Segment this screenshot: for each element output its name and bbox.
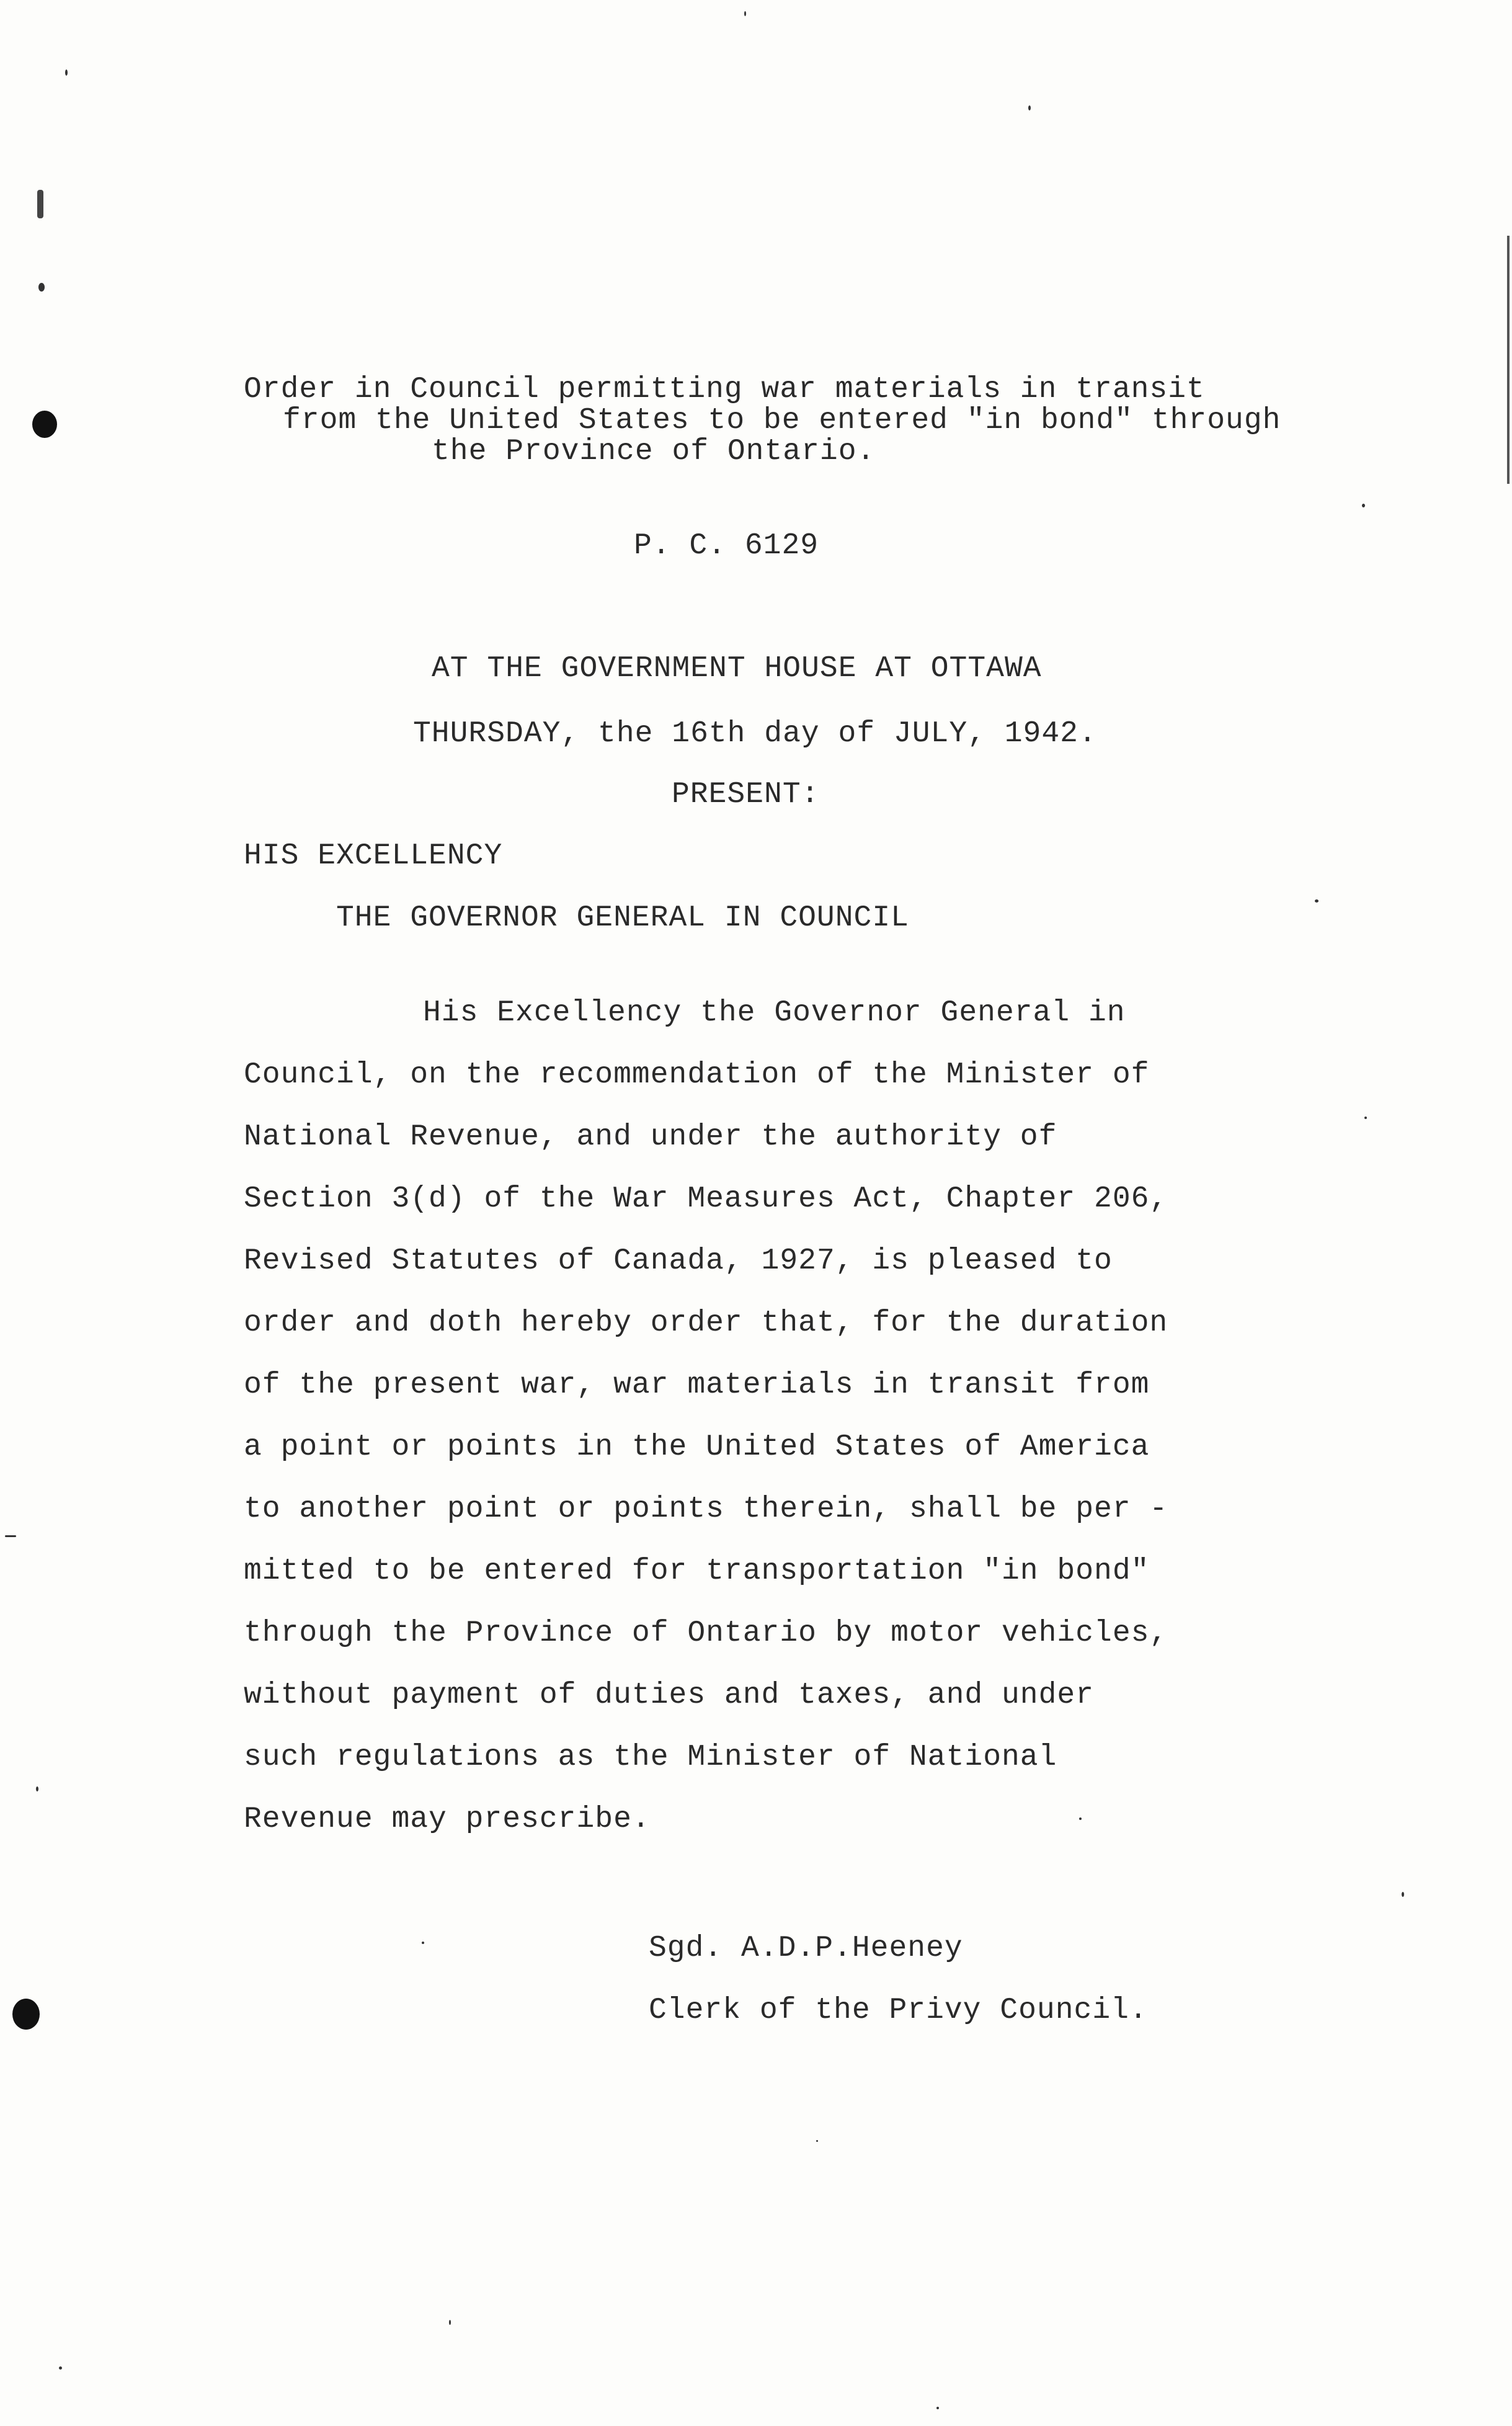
body-line: a point or points in the United States of America bbox=[244, 1430, 1150, 1464]
body-line: Council, on the recommendation of the Minister of bbox=[244, 1058, 1150, 1092]
scan-speck bbox=[5, 1535, 16, 1537]
scan-speck bbox=[65, 69, 68, 76]
body-line: such regulations as the Minister of National bbox=[244, 1741, 1057, 1774]
scan-speck bbox=[1028, 105, 1031, 110]
addressee-line-2: THE GOVERNOR GENERAL IN COUNCIL bbox=[336, 901, 909, 935]
scan-speck bbox=[1364, 1117, 1367, 1119]
scan-speck bbox=[1315, 899, 1319, 903]
scan-speck bbox=[1362, 504, 1365, 507]
margin-mark bbox=[37, 190, 43, 218]
order-number: P. C. 6129 bbox=[634, 529, 819, 563]
date-line: THURSDAY, the 16th day of JULY, 1942. bbox=[413, 717, 1097, 751]
scan-speck bbox=[422, 1942, 424, 1944]
body-line: His Excellency the Governor General in bbox=[423, 996, 1126, 1030]
scan-speck bbox=[449, 2320, 451, 2325]
body-line: to another point or points therein, shall be per - bbox=[244, 1492, 1168, 1526]
body-line: order and doth hereby order that, for the duration bbox=[244, 1306, 1168, 1340]
body-line: Section 3(d) of the War Measures Act, Chapter 206, bbox=[244, 1182, 1168, 1216]
addressee-line-1: HIS EXCELLENCY bbox=[244, 839, 503, 873]
present-label: PRESENT: bbox=[672, 778, 820, 811]
body-line: through the Province of Ontario by motor vehicles, bbox=[244, 1617, 1168, 1650]
signature-office: Clerk of the Privy Council. bbox=[649, 1994, 1148, 2027]
margin-mark bbox=[38, 283, 45, 292]
scan-speck bbox=[1079, 1817, 1082, 1820]
scan-speck bbox=[1402, 1892, 1404, 1897]
scan-speck bbox=[816, 2140, 818, 2142]
location-line: AT THE GOVERNMENT HOUSE AT OTTAWA bbox=[432, 652, 1042, 685]
signature-name: Sgd. A.D.P.Heeney bbox=[649, 1932, 963, 1965]
body-line: mitted to be entered for transportation "in bond" bbox=[244, 1554, 1150, 1588]
punch-hole-top bbox=[32, 411, 57, 438]
page-edge bbox=[1507, 236, 1510, 484]
scan-speck bbox=[936, 2407, 939, 2409]
title-line-2: from the United States to be entered "in bond" through bbox=[283, 404, 1281, 437]
body-line: of the present war, war materials in transit from bbox=[244, 1368, 1150, 1402]
body-line: Revised Statutes of Canada, 1927, is pleased to bbox=[244, 1244, 1113, 1278]
scan-speck bbox=[36, 1786, 38, 1791]
title-line-3: the Province of Ontario. bbox=[432, 435, 876, 468]
scan-speck bbox=[59, 2366, 62, 2370]
body-line: without payment of duties and taxes, and under bbox=[244, 1679, 1095, 1712]
body-line: National Revenue, and under the authority of bbox=[244, 1120, 1057, 1154]
title-line-1: Order in Council permitting war materials in transit bbox=[244, 373, 1205, 406]
scan-speck bbox=[744, 11, 746, 16]
punch-hole-bottom bbox=[12, 1999, 40, 2030]
body-line: Revenue may prescribe. bbox=[244, 1803, 651, 1836]
